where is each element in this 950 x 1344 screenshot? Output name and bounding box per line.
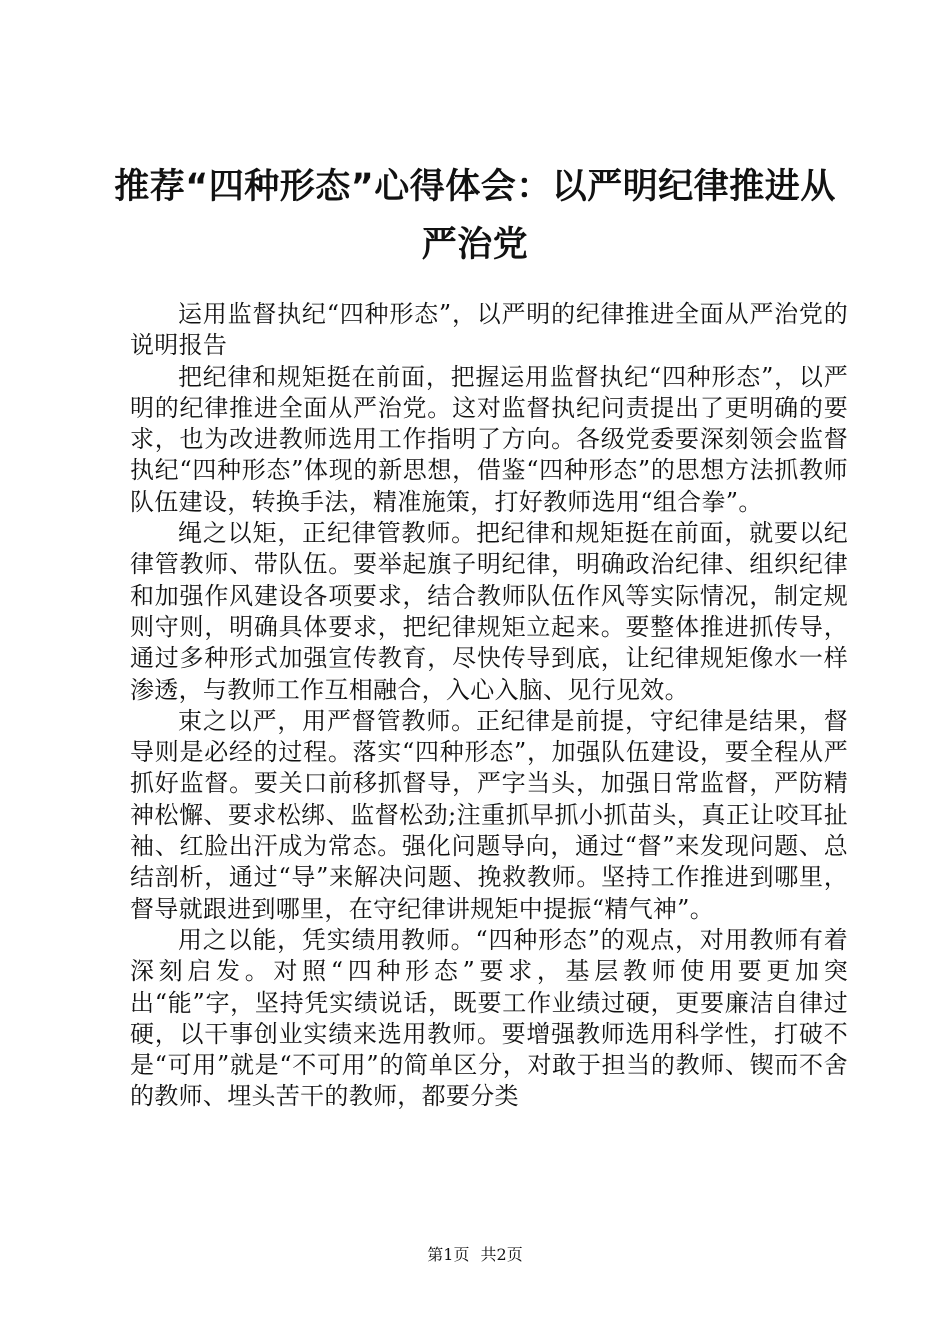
paragraph: 束之以严，用严督管教师。正纪律是前提，守纪律是结果，督导则是必经的过程。落实“四种形态”，加强队伍建设，要全程从严抓好监督。要关口前移抓督导，严字当头，加强日常监督，严防精神松懈、要求松绑、监督松劲;注重抓早抓小抓苗头，真正让咬耳扯袖、红脸出汗成为常态。强化问题导向，通过“督”来发现问题、总结剖析，通过“导”来解决问题、挽救教师。坚持工作推进到哪里，督导就跟进到哪里，在守纪律讲规矩中提振“精气神”。 bbox=[130, 706, 848, 923]
paragraph: 运用监督执纪“四种形态”，以严明的纪律推进全面从严治党的说明报告 bbox=[130, 300, 848, 360]
paragraph: 用之以能，凭实绩用教师。“四种形态”的观点，对用教师有着深刻启发。对照“四种形态”要求，基层教师使用要更加突出“能”字，坚持凭实绩说话，既要工作业绩过硬，更要廉洁自律过硬，以干事创业实绩来选用教师。要增强教师选用科学性，打破不是“可用”就是“不可用”的简单区分，对敢于担当的教师、锲而不舍的教师、埋头苦干的教师，都要分类 bbox=[130, 925, 848, 1111]
paragraph: 把纪律和规矩挺在前面，把握运用监督执纪“四种形态”，以严明的纪律推进全面从严治党。这对监督执纪问责提出了更明确的要求，也为改进教师选用工作指明了方向。各级党委要深刻领会监督执纪“四种形态”体现的新思想，借鉴“四种形态”的思想方法抓教师队伍建设，转换手法，精准施策，打好教师选用“组合拳”。 bbox=[130, 362, 848, 516]
document-body bbox=[130, 299, 848, 1113]
paragraph: 绳之以矩，正纪律管教师。把纪律和规矩挺在前面，就要以纪律管教师、带队伍。要举起旗子明纪律，明确政治纪律、组织纪律和加强作风建设各项要求，结合教师队伍作风等实际情况，制定规则守则，明确具体要求，把纪律规矩立起来。要整体推进抓传导，通过多种形式加强宣传教育，尽快传导到底，让纪律规矩像水一样渗透，与教师工作互相融合，入心入脑、见行见效。 bbox=[130, 519, 848, 704]
page-total: 共2页 bbox=[480, 1245, 523, 1264]
page-footer bbox=[0, 1244, 950, 1266]
document-title: 推荐“四种形态”心得体会：以严明纪律推进从严治党 bbox=[114, 167, 836, 265]
page-number: 第1页 bbox=[427, 1245, 470, 1264]
